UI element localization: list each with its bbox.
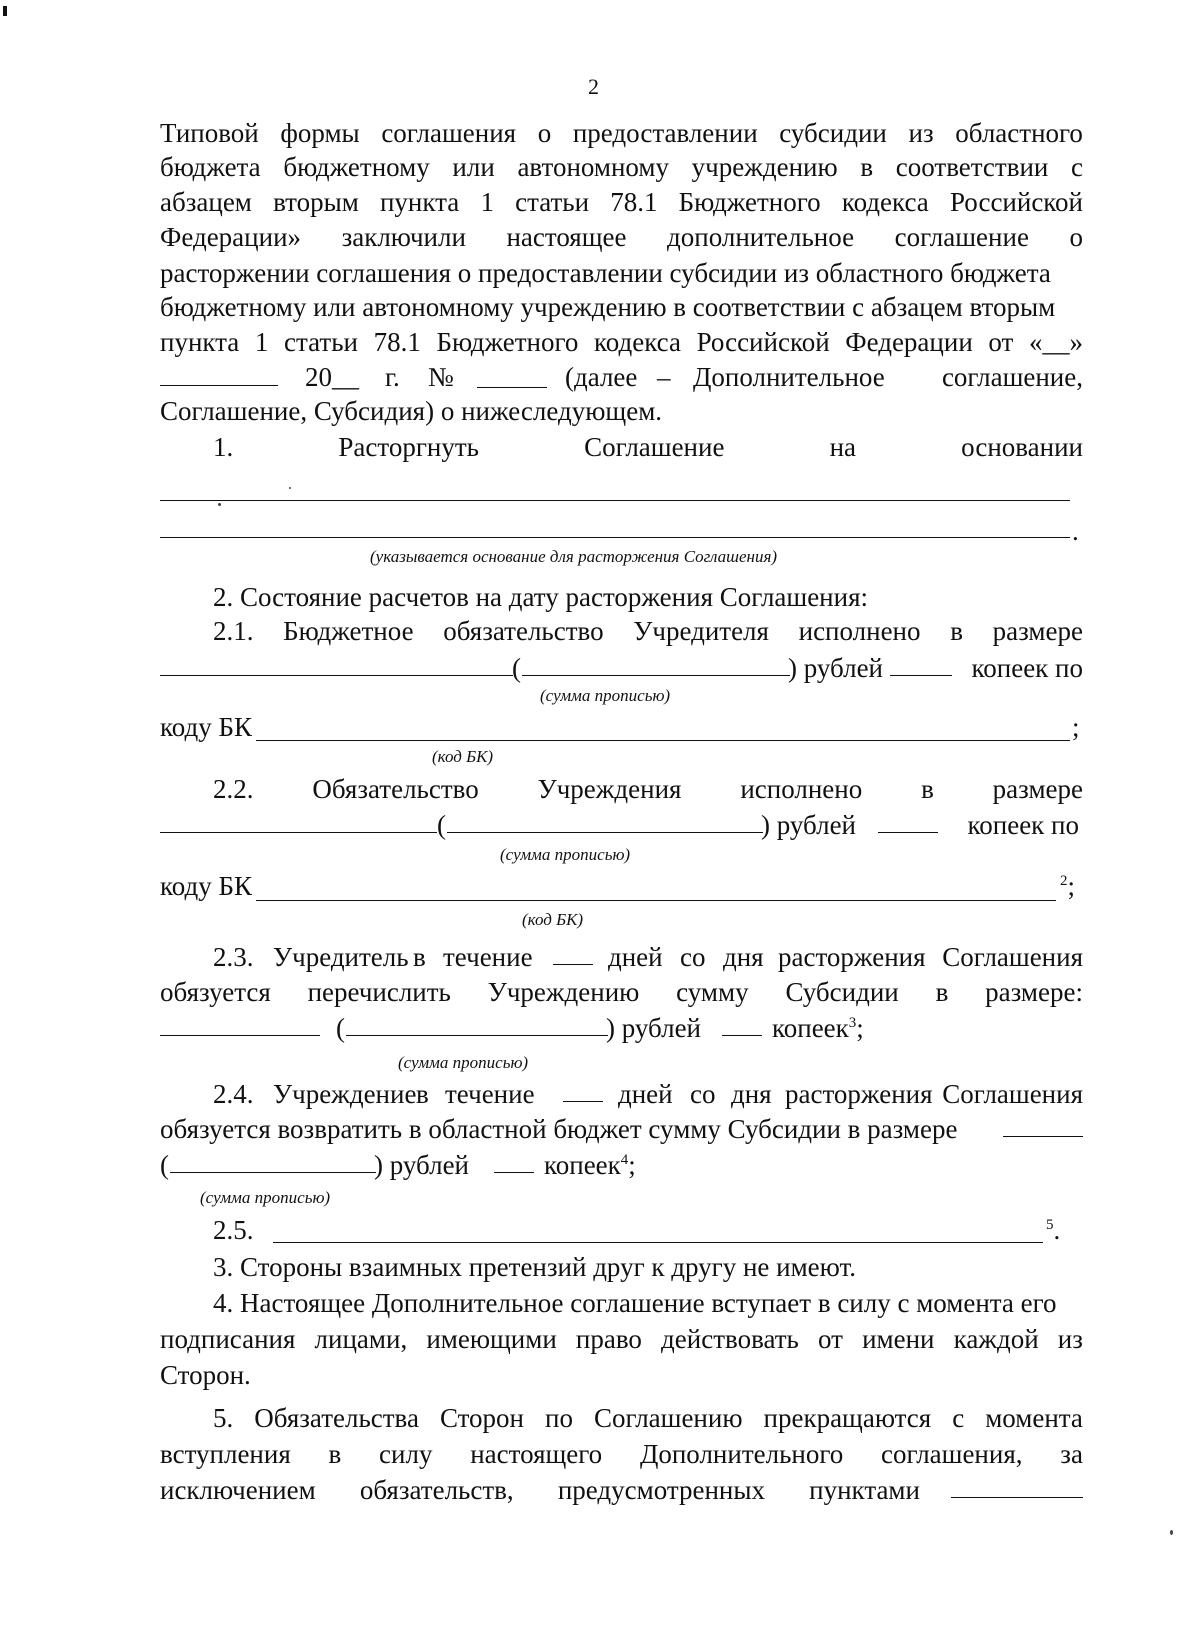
word: Учреждению (487, 977, 640, 1007)
item-4-line-1: 4. Настоящее Дополнительное соглашение вступает в силу с момента его (213, 1288, 1057, 1318)
amount-digits-blank[interactable] (160, 808, 437, 833)
word: от (988, 327, 1014, 357)
word: обязательство (443, 616, 604, 646)
word: соглашения (381, 118, 517, 148)
word: за (1060, 1439, 1083, 1469)
word: 1. (213, 432, 234, 462)
kopeks-blank[interactable] (494, 1148, 534, 1173)
scan-speck (3, 6, 7, 16)
word: в (921, 774, 934, 804)
item-2-5-number: 2.5. (213, 1215, 254, 1245)
word: исполнено (740, 774, 863, 804)
word: Типовой (160, 118, 259, 148)
word: в (328, 1439, 342, 1469)
item-5-line-2 (160, 1437, 1083, 1471)
word: Расторгнуть (338, 432, 479, 462)
word: Российской (949, 187, 1083, 217)
word: соглашения, (881, 1439, 1023, 1469)
word: кодекса (841, 187, 929, 217)
word: дополнительное (667, 222, 855, 252)
word: основании (961, 432, 1083, 462)
item-2-2-caption: (сумма прописью) (500, 845, 631, 864)
item-2-1-semicolon: ; (1072, 712, 1080, 742)
word: Федерации (845, 327, 973, 357)
kopeks-blank[interactable] (878, 808, 938, 833)
kopeks-blank[interactable] (890, 651, 952, 676)
word: Федерации» (160, 222, 302, 252)
scan-speck (289, 487, 291, 489)
amount-digits-blank[interactable] (1003, 1112, 1083, 1137)
word: подписания (160, 1324, 296, 1354)
word: с (952, 1403, 965, 1433)
word: Сторон (439, 1403, 524, 1433)
word: предусмотренных (557, 1475, 765, 1505)
word: 2.1. (213, 616, 254, 646)
item-1-end: . (1072, 516, 1079, 546)
intro-line-2 (160, 150, 1083, 184)
item-2-3-line-2 (160, 975, 1083, 1009)
word: на (829, 432, 857, 462)
item-2-5-end: $^5$. (1046, 1215, 1061, 1245)
word: обязательств, (359, 1475, 514, 1505)
word: Соглашению (593, 1403, 743, 1433)
word: Учредителя (633, 616, 769, 646)
days-blank[interactable] (553, 940, 593, 965)
word: действовать (661, 1324, 799, 1354)
word: Субсидии (785, 977, 899, 1007)
word: пункта (379, 187, 460, 217)
item-2-2-kbk-blank[interactable] (256, 900, 1056, 901)
word: Бюджетного (678, 187, 821, 217)
item-4-line-3: Сторон. (160, 1360, 251, 1390)
word: Учреждения (537, 774, 682, 804)
intro-line-4 (160, 220, 1083, 254)
word: кодекса (594, 327, 681, 357)
word: Обязательство (312, 774, 479, 804)
word: в (860, 152, 874, 182)
page-number: 2 (588, 74, 599, 99)
word: вторым (273, 187, 359, 217)
word: соответствии (895, 152, 1049, 182)
word: каждой (953, 1324, 1039, 1354)
word: исполнено (798, 616, 921, 646)
word: в (950, 616, 963, 646)
word: 78.1 (373, 327, 421, 357)
intro-line-9: Соглашение, Субсидия) о нижеследующем. (160, 396, 663, 426)
word: Бюджетного (436, 327, 579, 357)
word: заключили (341, 222, 466, 252)
word: в (935, 977, 949, 1007)
item-2-1-line (213, 614, 1083, 648)
word: из (1057, 1324, 1083, 1354)
item-1-caption: (указывается основание для расторжения Соглашения) (370, 547, 778, 566)
item-2-3-caption: (сумма прописью) (398, 1053, 529, 1072)
word: вступления (160, 1439, 291, 1469)
points-blank[interactable] (951, 1473, 1083, 1498)
word: размере: (985, 977, 1083, 1007)
word: сумму (676, 977, 749, 1007)
word: прекращаются (763, 1403, 932, 1433)
word: 78.1 (610, 187, 658, 217)
item-1-line (213, 430, 1083, 464)
amount-digits-blank[interactable] (160, 1011, 320, 1036)
item-2-4-line-2: обязуется возвратить в областной бюджет сумму Субсидии в размере (160, 1112, 1083, 1146)
word: пунктами (809, 1475, 920, 1505)
word: 1 (254, 327, 269, 357)
date-blank[interactable] (160, 361, 278, 386)
intro-line-1 (160, 116, 1083, 150)
intro-line-8: 20__ г. № (далее – Дополнительное соглашение, (160, 360, 1083, 394)
word: имеющими (426, 1324, 557, 1354)
word: бюджетному (283, 152, 430, 182)
scan-speck (1170, 1530, 1173, 1535)
word: статьи (284, 327, 358, 357)
item-5-line-1 (213, 1401, 1083, 1435)
amount-words-blank[interactable] (447, 808, 763, 833)
word: формы (280, 118, 360, 148)
word: из (908, 118, 934, 148)
word: силу (379, 1439, 433, 1469)
word: имени (862, 1324, 935, 1354)
intro-line-5: расторжении соглашения о предоставлении субсидии из областного бюджета (160, 258, 1051, 288)
word: по (545, 1403, 573, 1433)
item-3: 3. Стороны взаимных претензий друг к другу не имеют. (213, 1252, 857, 1282)
amount-words-blank[interactable] (522, 651, 790, 676)
word: Российской (696, 327, 830, 357)
word: Обязательства (254, 1403, 419, 1433)
item-2-2-kbk-label: коду БК (160, 871, 252, 901)
item-2-1-kbk-label: коду БК (160, 712, 252, 742)
word: статьи (515, 187, 590, 217)
word: о (537, 118, 552, 148)
word: настоящего (470, 1439, 603, 1469)
amount-words-blank[interactable] (346, 1011, 608, 1036)
word: областного (955, 118, 1083, 148)
item-2-2-line (213, 772, 1083, 806)
word: момента (985, 1403, 1083, 1433)
item-2-2-kbk-caption: (код БК) (522, 910, 584, 929)
word: 1 (480, 187, 494, 217)
word: 2.2. (213, 774, 254, 804)
word: или (452, 152, 495, 182)
document-page: 2 Типовой формы соглашения о предоставлении субсидии из областного бюджета бюджетному или автономному учреждению в соответствии с абзацем вторым пункта 1 статьи 78.1 Бюджетного кодекса Российской Федерации» заключили настоящее дополнительное соглашение о расторжении соглашения о предоставлении субсидии из областного бюджета бюджетному или автономному учреждению в соответствии с абзацем вторым пункта 1 статьи 78.1 Бюджетного кодекса Российской Федерации от «__» 20__ г. № (далее – Дополнительное соглашение, Соглашение, Субсидия) о нижеследующем. 1. Расторгнуть Соглашение на основании . (указывается основание для расторжения Соглашения) 2. Состояние расчетов на дату расторжения Соглашения: 2.1. Бюджетное обязательство Учредителя исполнено в размере ( ) рублей копеек по (сумма прописью) коду БК ; (код БК) 2.2. Обязательство Учреждения исполнено в размере ( ) рублей копеек по (сумма прописью) коду БК $^2$; (код БК) 2.3. Учредитель в течение дней со дня расторжения Соглашения обязуется перечислить Учреждению сумму Субсидии в размере: ( ) рублей копеек$^3$; (сумма прописью) 2.4. Учреждение в течение дней со дня расторжения Соглашения обязуется возвратить в областной бюджет сумму Субсидии в размере ( ) рублей копеек$^4$; (сумма прописью) 2.5. $^5$. 3. Стороны взаимных претензий друг к другу не имеют. 4. Настоящее Дополнительное соглашение вступает в силу с момента его подписания лицами, имеющими право действовать от имени каждой из Сторон. 5. Обязательства Сторон по Соглашению прекращаются с момента вступления в силу настоящего Дополнительного соглашения, за исключением обязательств, предусмотренных пунктами (0, 0, 1200, 1652)
scan-speck (218, 503, 221, 506)
word: абзацем (160, 187, 252, 217)
word: Бюджетное (283, 616, 414, 646)
word: субсидии (779, 118, 887, 148)
word: «__» (1028, 327, 1083, 357)
word: автономному (517, 152, 669, 182)
amount-words-blank[interactable] (170, 1148, 376, 1173)
item-1-blank-2[interactable] (160, 537, 1070, 538)
item-2-4-line-1: 2.4. Учреждение в течение дней со дня расторжения Соглашения (213, 1079, 1083, 1109)
item-1-blank-1[interactable] (160, 500, 1070, 501)
intro-line-3 (160, 185, 1083, 219)
word: право (575, 1324, 642, 1354)
word: лицами, (314, 1324, 408, 1354)
item-2-title: 2. Состояние расчетов на дату расторжения Соглашения: (213, 582, 869, 612)
word: учреждению (691, 152, 838, 182)
word: бюджета (160, 152, 261, 182)
word: от (817, 1324, 843, 1354)
word: обязуется (160, 977, 271, 1007)
days-blank[interactable] (563, 1077, 603, 1102)
word: размере (992, 774, 1083, 804)
word: с (1071, 152, 1083, 182)
item-2-3-line-1: 2.3. Учредитель в течение дней со дня расторжения Соглашения (213, 942, 1083, 972)
intro-line-6: бюджетному или автономному учреждению в соответствии с абзацем вторым (160, 292, 1056, 322)
amount-digits-blank[interactable] (160, 651, 513, 676)
word: Соглашение (584, 432, 725, 462)
intro-line-7 (160, 325, 1083, 359)
kopeks-blank[interactable] (722, 1011, 762, 1036)
word: Дополнительного (639, 1439, 844, 1469)
item-4-line-2 (160, 1322, 1083, 1356)
word: исключением (160, 1475, 316, 1505)
item-2-2-end: $^2$; (1060, 871, 1076, 901)
word: настоящее (506, 222, 627, 252)
number-blank[interactable] (477, 363, 547, 388)
word: пункта (160, 327, 240, 357)
item-2-1-kbk-blank[interactable] (256, 740, 1070, 741)
word: 5. (213, 1403, 234, 1433)
word: перечислить (307, 977, 451, 1007)
word: предоставлении (572, 118, 758, 148)
item-2-5-blank[interactable] (273, 1242, 1043, 1243)
item-2-1-kbk-caption: (код БК) (432, 747, 494, 766)
word: о (1069, 222, 1083, 252)
item-2-1-caption: (сумма прописью) (540, 686, 671, 705)
item-2-4-caption: (сумма прописью) (200, 1188, 331, 1207)
word: соглашение (894, 222, 1029, 252)
word: размере (992, 616, 1083, 646)
